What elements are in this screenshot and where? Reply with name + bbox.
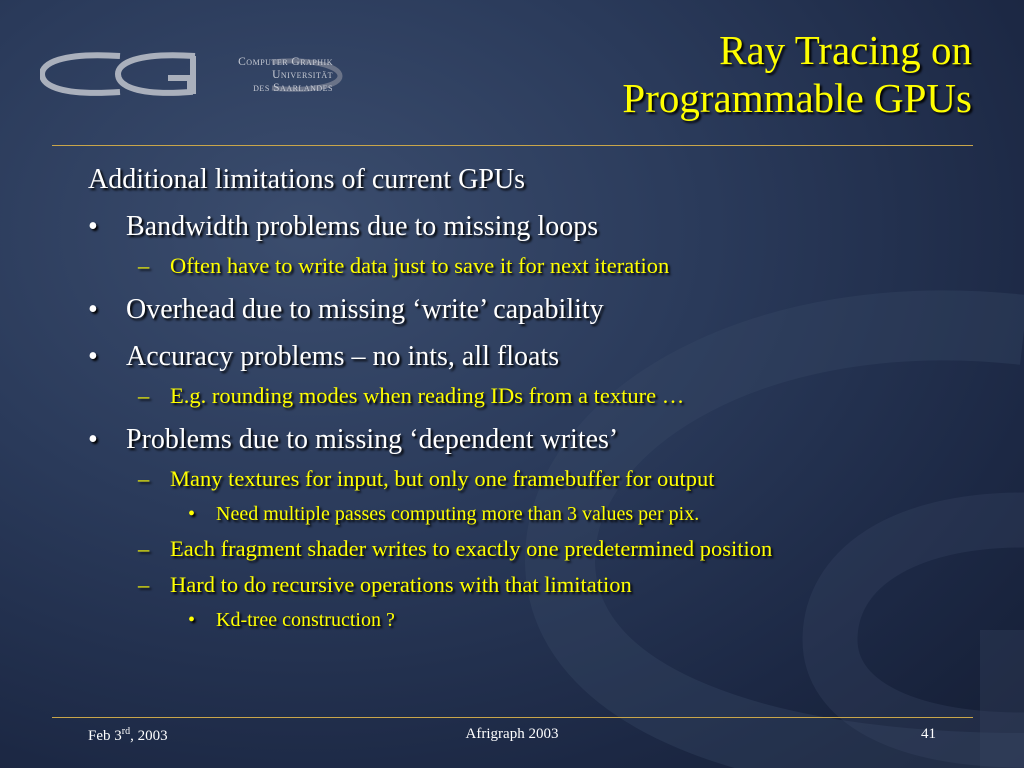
footer-divider: [52, 717, 973, 718]
bullet-marker: •: [88, 211, 98, 242]
slide-body: [88, 163, 978, 633]
slide-title: [622, 26, 972, 122]
bullet-text: Need multiple passes computing more than 3 values per pix.: [216, 503, 700, 525]
footer-event: Afrigraph 2003: [465, 726, 559, 742]
bullet-marker: •: [88, 341, 98, 372]
bullet-text: Hard to do recursive operations with that limitation: [170, 572, 632, 597]
bullet-marker: •: [88, 424, 98, 455]
bullet-item-level-2: [88, 465, 978, 493]
bullet-list: [88, 210, 978, 633]
bullet-item-level-1: [88, 340, 978, 374]
bullet-text: Many textures for input, but only one framebuffer for output: [170, 466, 715, 491]
bullet-text: Bandwidth problems due to missing loops: [126, 211, 599, 242]
bullet-text: Each fragment shader writes to exactly one predetermined position: [170, 536, 773, 561]
logo-line-3: des Saarlandes: [253, 82, 333, 94]
title-line-2: Programmable GPUs: [622, 75, 972, 121]
bullet-text: Problems due to missing ‘dependent writes’: [126, 424, 619, 455]
bullet-item-level-2: [88, 535, 978, 563]
bullet-marker: •: [88, 294, 98, 325]
footer-date-suffix: , 2003: [130, 728, 168, 744]
dash-marker: –: [138, 383, 150, 408]
footer-date-sup: rd: [121, 726, 131, 737]
dash-marker: –: [138, 572, 150, 597]
dash-marker: –: [138, 536, 150, 561]
bullet-text: Kd-tree construction ?: [216, 609, 395, 631]
dash-marker: –: [138, 253, 150, 278]
bullet-marker: •: [188, 503, 196, 525]
slide-number: 41: [921, 726, 936, 742]
bullet-item-level-3: [88, 501, 978, 527]
bullet-text: Accuracy problems – no ints, all floats: [126, 341, 560, 372]
body-heading: Additional limitations of current GPUs: [88, 164, 526, 195]
university-logo-text: [203, 56, 333, 95]
bullet-text: E.g. rounding modes when reading IDs from a texture …: [170, 383, 685, 408]
logo-line-1: Computer Graphik: [238, 56, 333, 68]
bullet-text: Overhead due to missing ‘write’ capability: [126, 294, 604, 325]
bullet-item-level-2: [88, 252, 978, 280]
bullet-marker: •: [188, 609, 196, 631]
title-divider: [52, 145, 973, 146]
bullet-item-level-1: [88, 293, 978, 327]
bullet-item-level-1: [88, 210, 978, 244]
bullet-item-level-2: [88, 382, 978, 410]
bullet-item-level-3: [88, 607, 978, 633]
bullet-item-level-2: [88, 571, 978, 599]
bullet-item-level-1: [88, 423, 978, 457]
bullet-text: Often have to write data just to save it for next iteration: [170, 253, 670, 278]
dash-marker: –: [138, 466, 150, 491]
logo-line-2: Universität: [272, 69, 333, 81]
footer-date-prefix: Feb 3: [88, 728, 122, 744]
title-line-1: Ray Tracing on: [719, 27, 972, 73]
